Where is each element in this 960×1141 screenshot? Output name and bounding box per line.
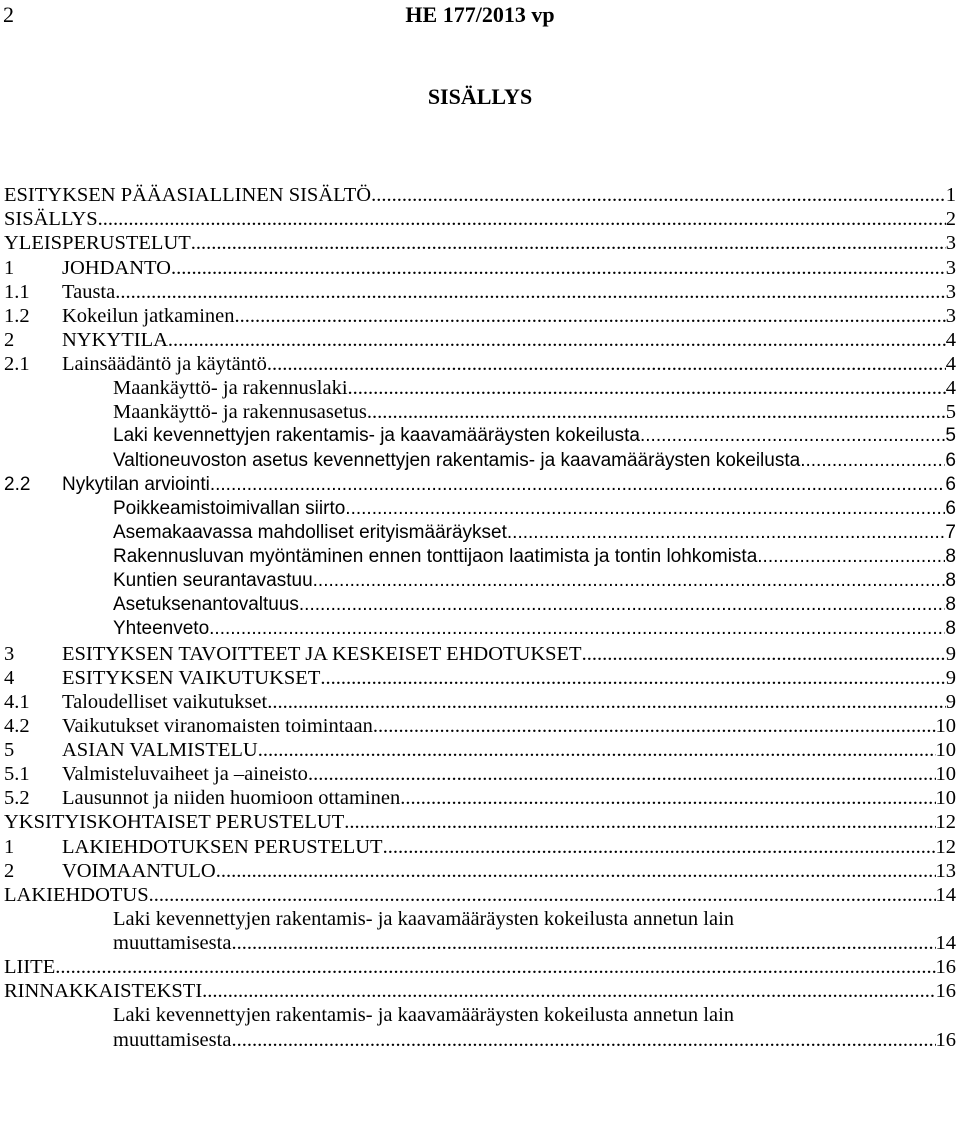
toc-entry-page: 4 xyxy=(945,328,956,351)
toc-entry-page: 3 xyxy=(945,304,956,327)
toc-entry-title: ESITYKSEN PÄÄASIALLINEN SISÄLTÖ xyxy=(4,184,372,207)
toc-entry-number: 1 xyxy=(4,256,15,279)
toc-entry[interactable] xyxy=(4,448,956,472)
toc-entry-page: 5 xyxy=(945,401,956,424)
toc-leader-dots xyxy=(171,256,946,280)
toc-entry-title: Taloudelliset vaikutukset xyxy=(62,690,268,713)
toc-entry-title: muuttamisesta xyxy=(113,932,232,954)
toc-entry-page: 5 xyxy=(945,425,956,447)
toc-entry-number: 4 xyxy=(4,666,15,689)
toc-leader-dots xyxy=(373,714,936,738)
toc-entry[interactable] xyxy=(4,304,956,328)
toc-leader-dots xyxy=(348,376,946,400)
toc-entry[interactable] xyxy=(4,231,956,255)
toc-entry-page: 6 xyxy=(945,497,956,519)
toc-entry[interactable] xyxy=(4,714,956,738)
toc-entry-title: Laki kevennettyjen rakentamis- ja kaavamääräysten kokeilusta xyxy=(113,425,640,447)
toc-entry-title: VOIMAANTULO xyxy=(62,859,216,882)
toc-entry[interactable] xyxy=(4,183,956,207)
toc-entry-number: 4.1 xyxy=(4,690,30,713)
toc-entry-title: Maankäyttö- ja rakennusasetus xyxy=(113,401,367,424)
toc-entry[interactable] xyxy=(4,328,956,352)
toc-entry[interactable] xyxy=(4,641,956,665)
toc-entry-number: 2.2 xyxy=(4,473,31,495)
toc-entry-title: Lainsäädäntö ja käytäntö xyxy=(62,353,267,375)
toc-entry-page: 4 xyxy=(945,377,956,400)
toc-entry-title: LIITE xyxy=(4,956,56,979)
toc-leader-dots xyxy=(149,883,936,907)
toc-entry-page: 12 xyxy=(935,835,956,858)
toc-entry[interactable] xyxy=(4,738,956,762)
toc-leader-dots xyxy=(299,593,946,617)
toc-leader-dots xyxy=(235,304,946,328)
toc-entry[interactable] xyxy=(4,352,956,376)
toc-leader-dots xyxy=(640,424,945,448)
toc-entry[interactable] xyxy=(4,1027,956,1051)
toc-leader-dots xyxy=(313,569,946,593)
toc-entry[interactable] xyxy=(4,955,956,979)
toc-entry-title: Laki kevennettyjen rakentamis- ja kaavamääräysten kokeilusta annetun lain xyxy=(113,907,735,930)
toc-entry-page: 16 xyxy=(935,956,956,979)
toc-leader-dots xyxy=(231,1028,935,1052)
toc-entry-title: Maankäyttö- ja rakennuslaki xyxy=(113,377,348,400)
toc-entry-number: 3 xyxy=(4,642,15,665)
toc-entry-page: 10 xyxy=(935,739,956,761)
toc-leader-dots xyxy=(98,207,946,231)
toc-entry-title: SISÄLLYS xyxy=(4,208,98,231)
page-number: 2 xyxy=(3,2,14,27)
toc-entry[interactable] xyxy=(4,883,956,907)
toc-leader-dots xyxy=(320,666,945,690)
toc-entry-page: 9 xyxy=(945,690,956,713)
toc-entry-title: Valmisteluvaiheet ja –aineisto xyxy=(62,763,308,786)
toc-entry-page: 6 xyxy=(945,473,956,495)
toc-entry[interactable] xyxy=(4,690,956,714)
toc-entry-number: 1.2 xyxy=(4,304,30,327)
toc-entry-title: Nykytilan arviointi xyxy=(62,473,210,495)
toc-leader-dots xyxy=(582,642,946,666)
document-id: HE 177/2013 vp xyxy=(405,2,555,27)
toc-entry-page: 8 xyxy=(945,570,956,592)
toc-leader-dots xyxy=(168,328,946,352)
toc-entry[interactable] xyxy=(4,593,956,617)
toc-entry-title: LAKIEHDOTUS xyxy=(4,883,149,906)
toc-entry-title: JOHDANTO xyxy=(62,256,171,279)
toc-leader-dots xyxy=(258,738,936,762)
toc-entry-title: Laki kevennettyjen rakentamis- ja kaavamääräysten kokeilusta annetun lain xyxy=(113,1004,735,1027)
toc-entry[interactable] xyxy=(4,810,956,834)
toc-entry-page: 8 xyxy=(945,618,956,640)
toc-entry[interactable] xyxy=(4,521,956,545)
toc-entry-page: 8 xyxy=(945,546,956,567)
toc-entry-page: 2 xyxy=(945,208,956,231)
toc-entry-page: 4 xyxy=(945,353,956,375)
toc-entry-number: 5.2 xyxy=(4,787,30,810)
toc-entry-page: 6 xyxy=(945,449,956,471)
toc-entry[interactable] xyxy=(4,280,956,304)
toc-entry-page: 1 xyxy=(945,184,956,207)
toc-entry[interactable] xyxy=(4,545,956,569)
toc-leader-dots xyxy=(210,473,946,497)
toc-entry-page: 8 xyxy=(945,594,956,616)
toc-leader-dots xyxy=(367,400,946,424)
toc-entry-title: Poikkeamistoimivallan siirto xyxy=(113,497,346,519)
toc-leader-dots xyxy=(400,786,935,810)
toc-entry-page: 14 xyxy=(935,883,956,906)
toc-leader-dots xyxy=(216,859,936,883)
toc-entry-page: 12 xyxy=(935,811,956,834)
toc-entry[interactable] xyxy=(4,786,956,810)
toc-entry-title: Lausunnot ja niiden huomioon ottaminen xyxy=(62,787,401,810)
toc-entry-title: Rakennusluvan myöntäminen ennen tonttijaon laatimista ja tontin lohkomista xyxy=(113,546,758,567)
toc-leader-dots xyxy=(345,497,945,521)
toc-entry-number: 5.1 xyxy=(4,763,30,786)
toc-entry[interactable] xyxy=(4,762,956,786)
toc-entry-title: LAKIEHDOTUKSEN PERUSTELUT xyxy=(62,835,383,858)
toc-leader-dots xyxy=(757,545,945,569)
toc-entry-title: ESITYKSEN VAIKUTUKSET xyxy=(62,666,321,689)
toc-entry[interactable] xyxy=(4,255,956,279)
toc-leader-dots xyxy=(115,280,946,304)
toc-entry-page: 9 xyxy=(945,642,956,665)
toc-entry-title: RINNAKKAISTEKSTI xyxy=(4,980,203,1003)
toc-entry-page: 10 xyxy=(935,763,956,786)
toc-entry-page: 3 xyxy=(945,256,956,279)
toc-entry-title: Vaikutukset viranomaisten toimintaan xyxy=(62,714,373,737)
toc-entry-title: Tausta xyxy=(62,280,116,303)
toc-entry-title: ASIAN VALMISTELU xyxy=(62,739,258,761)
toc-entry-title: muuttamisesta xyxy=(113,1028,232,1051)
toc-entry-number: 2.1 xyxy=(4,353,30,375)
toc-leader-dots xyxy=(507,521,946,545)
toc-entry[interactable] xyxy=(4,617,956,641)
toc-entry-title: Kuntien seurantavastuu xyxy=(113,570,313,592)
toc-entry[interactable] xyxy=(4,424,956,448)
toc-entry-title: Valtioneuvoston asetus kevennettyjen rakentamis- ja kaavamääräysten kokeilusta xyxy=(113,449,801,471)
toc-leader-dots xyxy=(202,979,935,1003)
table-of-contents xyxy=(4,183,956,1052)
toc-entry[interactable] xyxy=(4,931,956,955)
toc-leader-dots xyxy=(800,449,945,473)
toc-entry-page: 16 xyxy=(935,1028,956,1051)
toc-entry[interactable] xyxy=(4,473,956,497)
toc-entry-number: 4.2 xyxy=(4,714,30,737)
toc-entry-page: 3 xyxy=(945,280,956,303)
toc-entry[interactable] xyxy=(4,207,956,231)
toc-entry-page: 16 xyxy=(935,980,956,1003)
toc-entry[interactable] xyxy=(4,666,956,690)
toc-entry-title: Kokeilun jatkaminen xyxy=(62,304,235,327)
toc-entry-number: 1.1 xyxy=(4,280,30,303)
toc-entry-page: 10 xyxy=(935,787,956,810)
toc-entry-title: YKSITYISKOHTAISET PERUSTELUT xyxy=(4,811,345,834)
toc-title: SISÄLLYS xyxy=(427,84,533,109)
toc-entry[interactable] xyxy=(4,859,956,883)
toc-leader-dots xyxy=(209,617,945,641)
toc-entry[interactable] xyxy=(4,979,956,1003)
toc-leader-dots xyxy=(191,231,946,255)
toc-entry-page: 3 xyxy=(945,232,956,255)
toc-entry-page: 10 xyxy=(935,714,956,737)
toc-entry-page: 9 xyxy=(945,666,956,689)
toc-entry-number: 5 xyxy=(4,739,15,761)
toc-leader-dots xyxy=(267,690,946,714)
toc-leader-dots xyxy=(267,352,946,376)
toc-entry-number: 1 xyxy=(4,835,15,858)
toc-entry-title: Asetuksenantovaltuus xyxy=(113,594,299,616)
toc-entry[interactable] xyxy=(4,497,956,521)
toc-leader-dots xyxy=(383,835,936,859)
toc-entry-page: 14 xyxy=(935,932,956,954)
toc-leader-dots xyxy=(231,931,935,955)
toc-leader-dots xyxy=(344,810,935,834)
toc-entry-number: 2 xyxy=(4,328,15,351)
toc-entry-title: Yhteenveto xyxy=(113,618,210,640)
toc-entry-title: NYKYTILA xyxy=(62,328,168,351)
toc-leader-dots xyxy=(371,183,946,207)
toc-entry-title: YLEISPERUSTELUT xyxy=(4,232,191,255)
toc-entry-title: Asemakaavassa mahdolliset erityismääräykset xyxy=(113,521,507,543)
toc-entry[interactable] xyxy=(4,907,956,931)
toc-entry[interactable] xyxy=(4,400,956,424)
toc-entry-page: 7 xyxy=(945,521,956,543)
toc-entry-title: ESITYKSEN TAVOITTEET JA KESKEISET EHDOTUKSET xyxy=(62,642,582,665)
toc-leader-dots xyxy=(308,762,936,786)
toc-entry[interactable] xyxy=(4,834,956,858)
toc-entry[interactable] xyxy=(4,376,956,400)
toc-leader-dots xyxy=(55,955,935,979)
toc-entry-page: 13 xyxy=(935,859,956,882)
toc-entry[interactable] xyxy=(4,1003,956,1027)
toc-entry-number: 2 xyxy=(4,859,15,882)
toc-entry[interactable] xyxy=(4,569,956,593)
